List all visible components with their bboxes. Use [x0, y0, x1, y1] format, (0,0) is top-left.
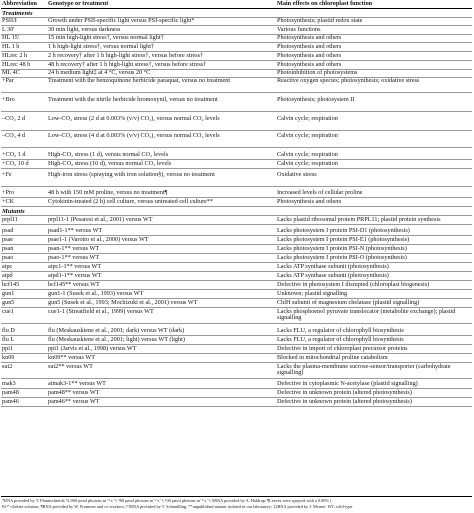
row-effect: Photosynthesis and others: [277, 52, 342, 59]
row-treatment: pam48** versus WT: [48, 389, 100, 396]
row-treatment: atpc1-1** versus WT: [48, 263, 102, 270]
row-treatment: hcf145** versus WT: [48, 281, 100, 288]
row-treatment: Cytokinin-treated (2 h) cell culture, versus untreated cell culture**: [48, 198, 214, 205]
row-treatment: Low-CO₂ stress (2 d at 0.003% (v/v) CO₂), versus normal CO₂ levels: [48, 115, 220, 122]
row-separator: [1, 406, 472, 407]
section-label: Mutants: [2, 208, 25, 215]
row-abbreviation: psae: [2, 236, 13, 243]
row-treatment: prpl11-1 (Pesaresi et al., 2001) versus WT: [48, 216, 153, 223]
top-rule: [1, 8, 472, 9]
row-effect: Lacks FLU, a regulator of chlorophyll biosynthesis: [277, 336, 404, 343]
row-treatment: High-CO₂ stress (10 d), versus normal CO₂ levels: [48, 160, 172, 167]
row-abbreviation: gun5: [2, 299, 15, 306]
row-abbreviation: atpc: [2, 263, 13, 270]
row-abbreviation: +CO₂ 1 d: [2, 151, 26, 158]
row-abbreviation: HL 1 h: [2, 43, 20, 50]
row-effect: Lacks FLU, a regulator of chlorophyll biosynthesis: [277, 327, 404, 334]
row-abbreviation: flu D: [2, 327, 15, 334]
row-treatment: 24 h medium light‡ at 4 °C, versus 20 °C: [48, 69, 151, 76]
row-treatment: atpd1-1** versus WT: [48, 272, 102, 279]
row-abbreviation: flu L: [2, 336, 15, 343]
row-treatment: 2 h recovery† after 1 h high-light stress†, versus before stress†: [48, 52, 204, 59]
row-abbreviation: +Bro: [2, 96, 15, 103]
section-label: Treatments: [2, 10, 33, 17]
row-effect: Defective in unknown protein (altered photosynthesis): [277, 398, 412, 405]
row-abbreviation: psan: [2, 245, 14, 252]
row-separator: [1, 206, 472, 207]
footnote-line: Fe³⁺-chelate solution; ¶RNA provided by W. Frommer and co-workers; ††RNA provided by T. Schmülling; **unpublished mutant isolated in our laboratory; ‡‡RNA provided by J. Meurer. WT, wild-type: [2, 503, 353, 509]
row-abbreviation: gun1: [2, 290, 15, 297]
row-abbreviation: +CK: [2, 198, 15, 205]
row-effect: Photosynthesis and others: [277, 61, 342, 68]
row-abbreviation: +Par: [2, 77, 14, 84]
row-effect: Photosynthesis; photosystem II: [277, 96, 355, 103]
row-abbreviation: kn09: [2, 354, 15, 361]
row-separator: [1, 186, 472, 187]
row-treatment: 1 h high-light stress†, versus normal light†: [48, 43, 155, 50]
row-effect: Lacks photosystem I protein PSI-E1 (photosynthesis): [277, 236, 410, 243]
row-effect: Lacks photosystem I protein PSI-D1 (photosynthesis): [277, 227, 410, 234]
row-treatment: kn09** versus WT: [48, 354, 95, 361]
row-treatment: flu (Meskauskiene et al., 2001; light) versus WT (light): [48, 336, 185, 343]
row-treatment: 15 min high-light stress†, versus normal light†: [48, 34, 164, 41]
row-effect: Lacks ATP synthase subunit (photosynthesis): [277, 272, 389, 279]
footnote-line: *RNA provided by T. Pfannschmidt; ²2,000 μmol photons m⁻² s⁻¹; ³80 μmol photons m⁻² s⁻¹; ¹00 μmol photons m⁻² s⁻¹; §RNA provided by A. Haldrup; ¶Leaves were sprayed with a 0.06% (: [2, 498, 332, 503]
row-treatment: Low-CO₂ stress (4 d at 0.003% (v/v) CO₂), versus normal CO₂ levels: [48, 132, 220, 139]
row-effect: Lacks ATP synthase subunit (photosynthesis): [277, 263, 389, 270]
row-separator: [1, 92, 472, 93]
row-abbreviation: pam48: [2, 389, 19, 396]
row-treatment: 30 min light, versus darkness: [48, 26, 121, 33]
row-effect: Defective in cytoplasmic N-acetylase (plastid signalling): [277, 380, 418, 387]
row-effect: ChlH subunit of magnesium chelatase (plastid signalling): [277, 299, 420, 306]
row-effect: Calvin cycle; respiration: [277, 160, 338, 167]
row-separator: [1, 147, 472, 148]
row-effect: Photosynthesis and others: [277, 34, 342, 41]
row-abbreviation: HL 15': [2, 34, 19, 41]
row-separator: [1, 168, 472, 169]
row-abbreviation: hcf145: [2, 281, 20, 288]
row-separator: [1, 130, 472, 131]
row-abbreviation: +Fe: [2, 171, 12, 178]
row-effect: Lacks photosystem I protein PSI-O (photosynthesis): [277, 254, 407, 261]
row-treatment: Treatment with the benzoquinone herbicide paraquat, versus no treatment: [48, 77, 231, 84]
row-treatment: gun5 (Susek et al., 1993; Mochizuki et al., 2001) versus WT: [48, 299, 198, 306]
row-abbreviation: mak3: [2, 380, 16, 387]
row-treatment: gun1-1 (Susek et al., 1993) versus WT: [48, 290, 144, 297]
row-abbreviation: L 30': [2, 26, 15, 33]
row-treatment: psae1-1 (Varotto et al., 2000) versus WT: [48, 236, 149, 243]
row-treatment: sut2** versus WT: [48, 363, 93, 370]
row-effect: Calvin cycle; respiration: [277, 132, 338, 139]
footnotes: [2, 498, 472, 509]
row-effect: Lacks plastid ribosomal protein PRPL11; plastid protein synthesis: [277, 216, 441, 223]
row-abbreviation: HLrec 2 h: [2, 52, 28, 59]
row-effect: Unknown; plastid signalling: [277, 290, 348, 297]
row-abbreviation: pam46: [2, 398, 19, 405]
row-separator: [1, 111, 472, 112]
row-treatment: 48 h with 150 mM proline, versus no treatment¶: [48, 189, 168, 196]
row-effect: Calvin cycle; respiration: [277, 115, 338, 122]
row-effect: Lacks the plasma-membrane sucrose-sensor/transporter (carbohydrate signalling): [277, 363, 451, 377]
row-separator: [1, 378, 472, 379]
row-treatment: pam46** versus WT: [48, 398, 100, 405]
row-abbreviation: –CO₂ 2 d: [2, 115, 26, 122]
row-effect: Photosynthesis and others: [277, 43, 342, 50]
header-abbreviation: Abbreviation: [2, 0, 37, 7]
row-treatment: psao-1** versus WT: [48, 254, 100, 261]
row-treatment: High-CO₂ stress (1 d), versus normal CO₂ levels: [48, 151, 169, 158]
row-effect: Lacks photosystem I protein PSI-N (photosynthesis): [277, 245, 407, 252]
header-main-effects: Main effects on chloroplast function: [277, 0, 373, 7]
row-abbreviation: –CO₂ 4 d: [2, 132, 26, 139]
row-treatment: ppi1 (Jarvis et al., 1998) versus WT: [48, 345, 137, 352]
row-effect: Photosynthesis; plastid redox state: [277, 17, 363, 24]
row-effect: Various functions: [277, 26, 321, 33]
row-effect: Defective in import of chloroplast precursor proteins: [277, 345, 408, 352]
row-abbreviation: PSII/I: [2, 17, 17, 24]
row-effect: Defective in unknown protein (altered photosynthesis): [277, 389, 412, 396]
row-treatment: 48 h recovery† after 1 h high-light stress†, versus before stress†: [48, 61, 207, 68]
row-effect: Calvin cycle; respiration: [277, 151, 338, 158]
row-effect: Lacks phosphoenol pyruvate translocator (metabolite exchange); plastid signalling: [277, 308, 456, 322]
row-effect: Reactive oxygen species; photosynthesis; oxidative stress: [277, 77, 420, 84]
bottom-rule: [1, 496, 472, 497]
row-effect: Photoinhibition of photosystems: [277, 69, 358, 76]
row-abbreviation: HLrec 48 h: [2, 61, 31, 68]
row-separator: [1, 323, 472, 324]
row-treatment: cue1-1 (Streatfield et al., 1999) versus WT: [48, 308, 154, 315]
row-effect: Blocked in mitochondrial proline catabolism: [277, 354, 388, 361]
row-treatment: psad1-1** versus WT: [48, 227, 103, 234]
row-abbreviation: sut2: [2, 363, 13, 370]
row-treatment: atmak3-1** versus WT: [48, 380, 106, 387]
row-effect: Photosynthesis and others: [277, 198, 342, 205]
row-treatment: Treatment with the nitrile herbicide bromoxynil, versus no treatment: [48, 96, 218, 103]
row-abbreviation: +CO₂ 10 d: [2, 160, 29, 167]
row-treatment: Growth under PSII-specific light versus PSI-specific light*: [48, 17, 195, 24]
row-abbreviation: cue1: [2, 308, 14, 315]
row-treatment: psan-1** versus WT: [48, 245, 100, 252]
row-abbreviation: psao: [2, 254, 14, 261]
row-treatment: flu (Meskauskiene et al., 2001; dark) versus WT (dark): [48, 327, 185, 334]
header-genotype-treatment: Genotype or treatment: [48, 0, 109, 7]
row-abbreviation: ppi1: [2, 345, 14, 352]
row-separator: [1, 224, 472, 225]
row-abbreviation: prpl11: [2, 216, 18, 223]
row-effect: Increased levels of cellular proline: [277, 189, 363, 196]
row-abbreviation: psad: [2, 227, 14, 234]
row-effect: Oxidative stress: [277, 171, 317, 178]
row-abbreviation: ML 4C: [2, 69, 20, 76]
row-abbreviation: +Pro: [2, 189, 15, 196]
row-treatment: High-iron stress (spraying with iron solution§), versus no treatment: [48, 171, 215, 178]
row-effect: Defective in photosystem I disrupted (chloroplast biogenesis): [277, 281, 430, 288]
row-abbreviation: atpd: [2, 272, 13, 279]
